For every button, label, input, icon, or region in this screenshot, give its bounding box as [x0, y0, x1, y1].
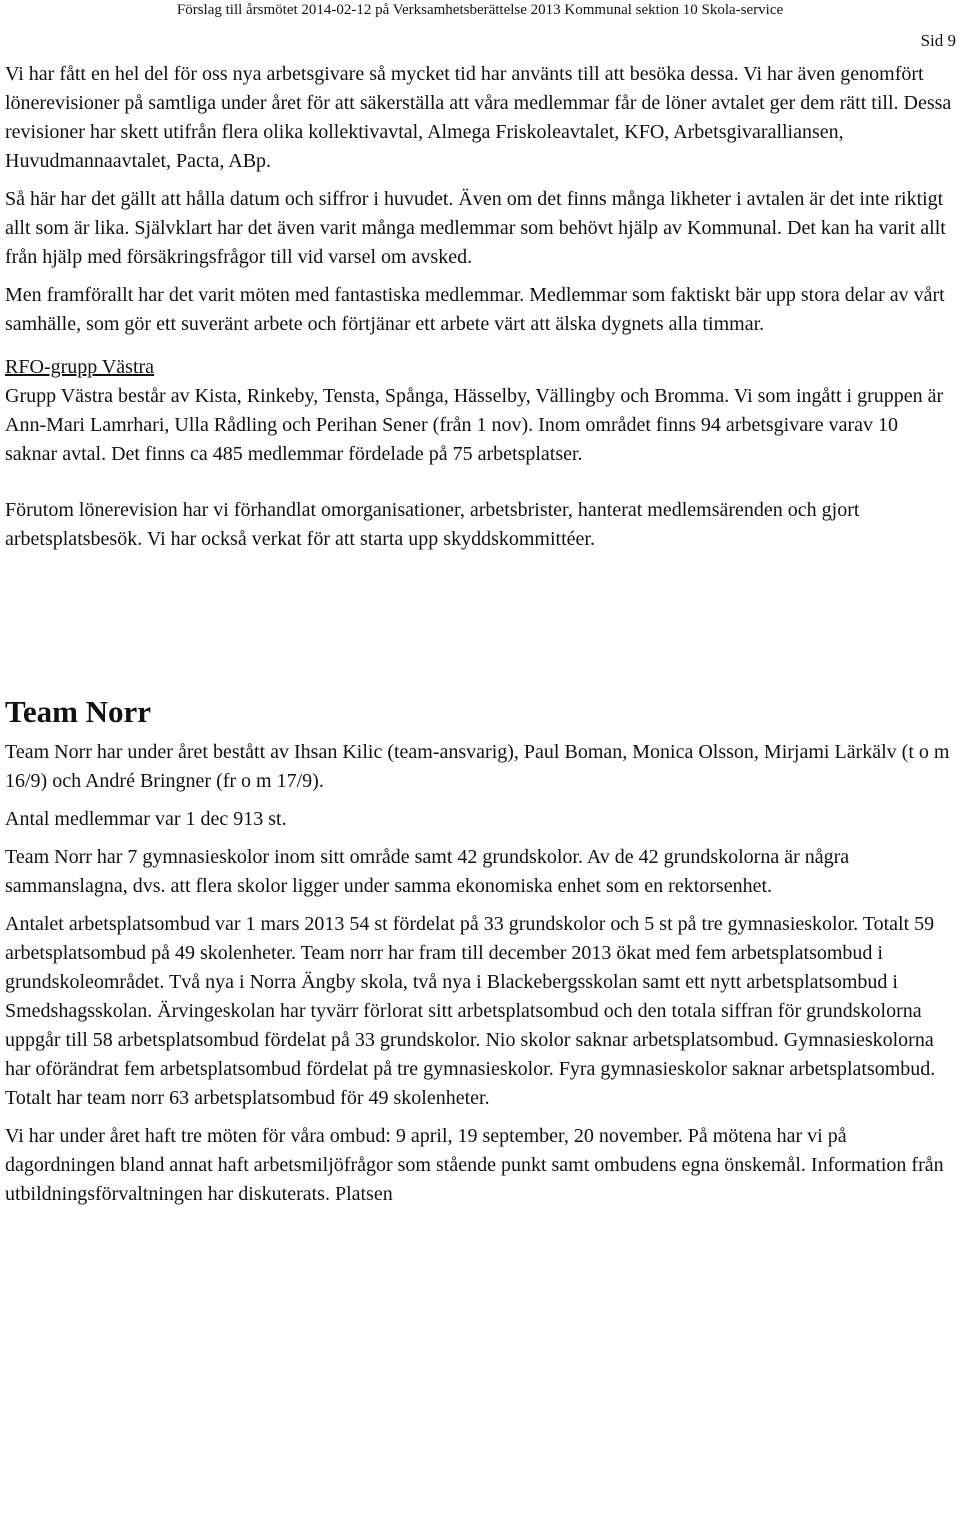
paragraph-negotiations: Förutom lönerevision har vi förhandlat omorganisationer, arbetsbrister, hanterat medlemsärenden och gjort arbetsplatsbesök. Vi har också verkat för att starta upp skyddskommittéer. [5, 499, 860, 550]
running-header: Förslag till årsmötet 2014-02-12 på Verksamhetsberättelse 2013 Kommunal sektion 10 Skola-service [176, 2, 784, 18]
paragraph-rep-meetings: Vi har under året haft tre möten för våra ombud: 9 april, 19 september, 20 november. På mötena har vi på dagordningen bland annat haft arbetsmiljöfrågor som stående punkt samt ombudens egna önskemål. Information från utbildningsförvaltningen har diskuterats. Platsen [5, 1125, 944, 1205]
paragraph-member-count: Antal medlemmar var 1 dec 913 st. [5, 808, 287, 830]
paragraph-new-employers: Vi har fått en hel del för oss nya arbetsgivare så mycket tid har använts till att besöka dessa. Vi har även genomfört lönerevisioner på samtliga under året för att säkerställa att våra medlemmar får de löner avtalet ger dem rätt till. Dessa revisioner har skett utifrån flera olika kollektivavtal, Almega Friskoleavtalet, KFO, Arbetsgivaralliansen, Huvudmannaavtalet, Pacta, ABp. [5, 63, 952, 172]
paragraph-schools: Team Norr har 7 gymnasieskolor inom sitt område samt 42 grundskolor. Av de 42 grundskolorna är några sammanslagna, dvs. att flera skolor ligger under samma ekonomiska enhet som en rektorsenhet. [5, 846, 850, 897]
paragraph-rfo-group: Grupp Västra består av Kista, Rinkeby, Tensta, Spånga, Hässelby, Vällingby och Bromma. Vi som ingått i gruppen är Ann-Mari Lamrhari, Ulla Rådling och Perihan Sener (från 1 nov). Inom området finns 94 arbetsgivare varav 10 saknar avtal. Det finns ca 485 medlemmar fördelade på 75 arbetsplatser. [5, 385, 944, 465]
paragraph-dates-and-figures: Så här har det gällt att hålla datum och siffror i huvudet. Även om det finns många likheter i avtalen är det inte riktigt allt som är lika. Självklart har det även varit många medlemmar som behövt hjälp av Kommunal. Det kan ha varit allt från hjälp med försäkringsfrågor till vid varsel om avsked. [5, 188, 946, 268]
page-number: Sid 9 [920, 31, 956, 50]
paragraph-meetings-with-members: Men framförallt har det varit möten med fantastiska medlemmar. Medlemmar som faktiskt bär upp stora delar av vårt samhälle, som gör ett suveränt arbete och förtjänar ett arbete värt att älska dygnets alla timmar. [5, 284, 945, 335]
document-body [5, 60, 955, 1209]
paragraph-team-members: Team Norr har under året bestått av Ihsan Kilic (team-ansvarig), Paul Boman, Monica Olsson, Mirjami Lärkälv (t o m 16/9) och André Bringner (fr o m 17/9). [5, 741, 950, 792]
team-norr-heading: Team Norr [5, 694, 152, 729]
rfo-group-heading: RFO-grupp Västra [5, 356, 155, 378]
paragraph-workplace-reps: Antalet arbetsplatsombud var 1 mars 2013 54 st fördelat på 33 grundskolor och 5 st på tre gymnasieskolor. Totalt 59 arbetsplatsombud på 49 skolenheter. Team norr har fram till december 2013 ökat med fem arbetsplatsombud i grundskoleområdet. Två nya i Norra Ängby skola, två nya i Blackebergsskolan samt ett nytt arbetsplatsombud i Smedshagsskolan. Ärvingeskolan har tyvärr förlorat sitt arbetsplatsombud och den totala siffran för grundskolorna uppgår till 58 arbetsplatsombud fördelat på 33 grundskolor. Nio skolor saknar arbetsplatsombud. Gymnasieskolorna har oförändrat fem arbetsplatsombud fördelat på tre gymnasieskolor. Fyra gymnasieskolor saknar arbetsplatsombud. Totalt har team norr 63 arbetsplatsombud för 49 skolenheter. [5, 913, 936, 1109]
